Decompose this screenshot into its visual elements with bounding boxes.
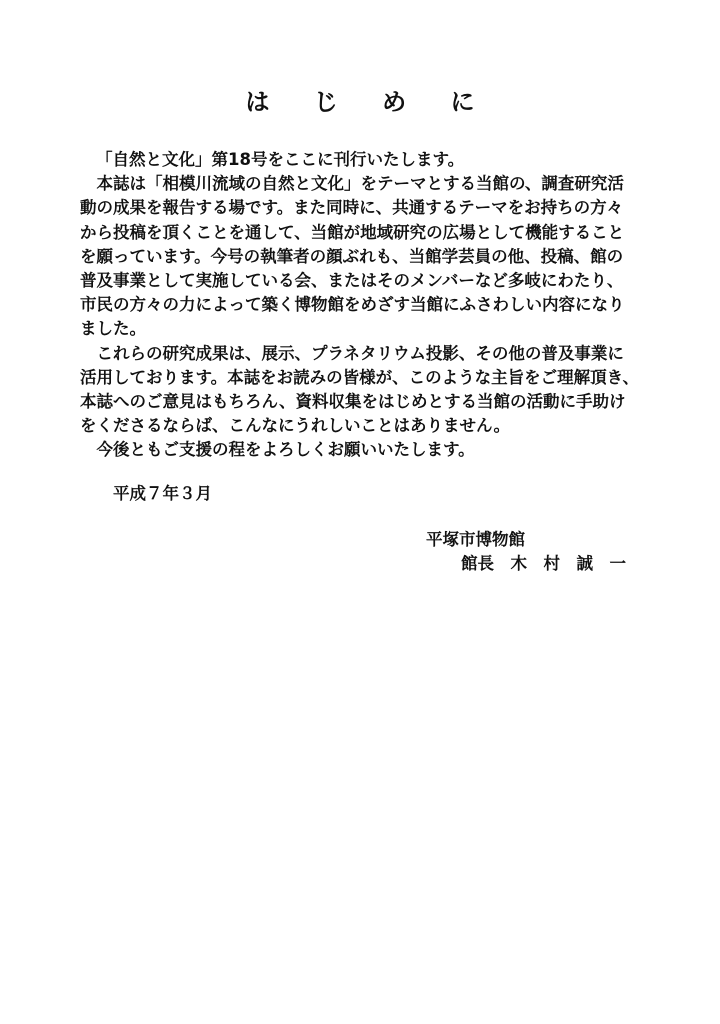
body-line: ました。: [80, 319, 146, 339]
body-line: 活用しております。本誌をお読みの皆様が、このような主旨をご理解頂き、: [80, 367, 640, 387]
body-line: 本誌へのご意見はもちろん、資料収集をはじめとする当館の活動に手助け: [80, 391, 626, 411]
body-line: をくださるならば、こんなにうれしいことはありません。: [80, 416, 510, 436]
signature-organization: 平塚市博物館: [426, 530, 525, 549]
page-title: は じ め に: [245, 88, 493, 116]
signature-name: 館長 木 村 誠 一: [461, 554, 626, 573]
body-line: 市民の方々の力によって築く博物館をめざす当館にふさわしい内容になり: [80, 295, 625, 315]
body-line: 動の成果を報告する場です。また同時に、共通するテーマをお持ちの方々: [80, 198, 624, 218]
body-line: これらの研究成果は、展示、プラネタリウム投影、その他の普及事業に: [80, 343, 624, 363]
body-line: 「自然と文化」第18号をここに刊行いたします。: [96, 150, 465, 169]
body-line: 本誌は「相模川流域の自然と文化」をテーマとする当館の、調査研究活: [80, 174, 624, 194]
body-line: を願っています。今号の執筆者の顔ぶれも、当館学芸員の他、投稿、館の: [80, 246, 624, 266]
body-line: から投稿を頂くことを通して、当館が地域研究の広場として機能すること: [80, 222, 625, 242]
body-line: 普及事業として実施している会、またはそのメンバーなど多岐にわたり、: [80, 270, 624, 290]
publication-date: 平成７年３月: [113, 484, 212, 503]
body-line: 今後ともご支援の程をよろしくお願いいたします。: [80, 440, 475, 460]
body-text: [80, 148, 660, 462]
